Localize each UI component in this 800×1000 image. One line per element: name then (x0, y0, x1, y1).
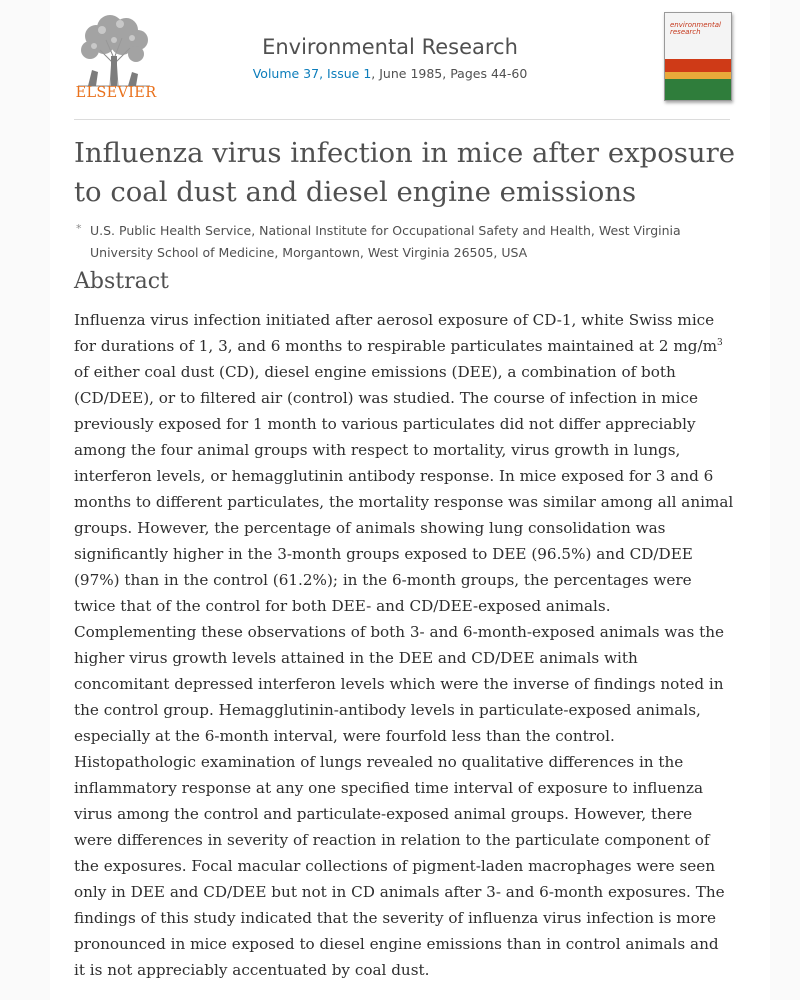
abstract-text-part2: of either coal dust (CD), diesel engine emissions (DEE), a combination of both (CD/DEE), or to filtered air (control) was studied. The course of infection in mice previously exposed for 1 month to various particulates did not differ appreciably among the four animal groups with respect to mortality, virus growth in lungs, interferon levels, or hemagglutinin antibody response. In mice exposed for 3 and 6 months to different particulates, the mortality response was similar among all animal groups. However, the percentage of animals showing lung consolidation was significantly higher in the 3-month groups exposed to DEE (96.5%) and CD/DEE (97%) than in the control (61.2%); in the 6-month groups, the percentages were twice that of the control for both DEE- and CD/DEE-exposed animals. Complementing these observations of both 3- and 6-month-exposed animals was the higher virus growth levels attained in the DEE and CD/DEE animals with concomitant depressed interferon levels which were the inverse of findings noted in the control group. Hemagglutinin-antibody levels in particulate-exposed animals, especially at the 6-month interval, were fourfold less than the control. Histopathologic examination of lungs revealed no qualitative differences in the inflammatory response at any one specified time interval of exposure to influenza virus among the control and particulate-exposed animal groups. However, there were differences in severity of reaction in relation to the particulate component of the exposures. Focal macular collections of pigment-laden macrophages were seen only in DEE and CD/DEE but not in CD animals after 3- and 6-month exposures. The findings of this study indicated that the severity of influenza virus infection is more pronounced in mice exposed to diesel engine emissions than in control animals and it is not appreciably accentuated by coal dust. (74, 363, 734, 979)
publisher-name: ELSEVIER (75, 85, 157, 101)
abstract-superscript: 3 (716, 337, 723, 348)
article-title: Influenza virus infection in mice after exposure to coal dust and diesel engine emissions (74, 137, 736, 208)
cover-title: environmental research (670, 21, 721, 36)
abstract-heading: Abstract (74, 269, 169, 294)
cover-band-orange (665, 72, 731, 79)
issue-details: , June 1985, Pages 44-60 (371, 66, 528, 81)
journal-cover-thumbnail[interactable] (664, 12, 732, 101)
journal-header (240, 32, 540, 81)
elsevier-tree-icon (76, 12, 152, 88)
cover-band-red (665, 59, 731, 72)
affiliation-text: U.S. Public Health Service, National Institute for Occupational Safety and Health, West Virginia University School of Medicine, Morgantown, West Virginia 26505, USA (90, 223, 681, 260)
cover-band-green (665, 79, 731, 100)
abstract-text (74, 307, 734, 983)
journal-title[interactable]: Environmental Research (262, 35, 518, 59)
affiliation-marker: * (76, 222, 82, 235)
issue-info (240, 66, 540, 81)
article-page (50, 0, 770, 1000)
abstract-text-part1: Influenza virus infection initiated after aerosol exposure of CD-1, white Swiss mice for durations of 1, 3, and 6 months to respirable particulates maintained at 2 mg/m (74, 311, 717, 355)
issue-link[interactable]: Volume 37, Issue 1 (252, 66, 372, 81)
header-divider (74, 119, 730, 120)
publisher-logo[interactable] (74, 12, 157, 102)
